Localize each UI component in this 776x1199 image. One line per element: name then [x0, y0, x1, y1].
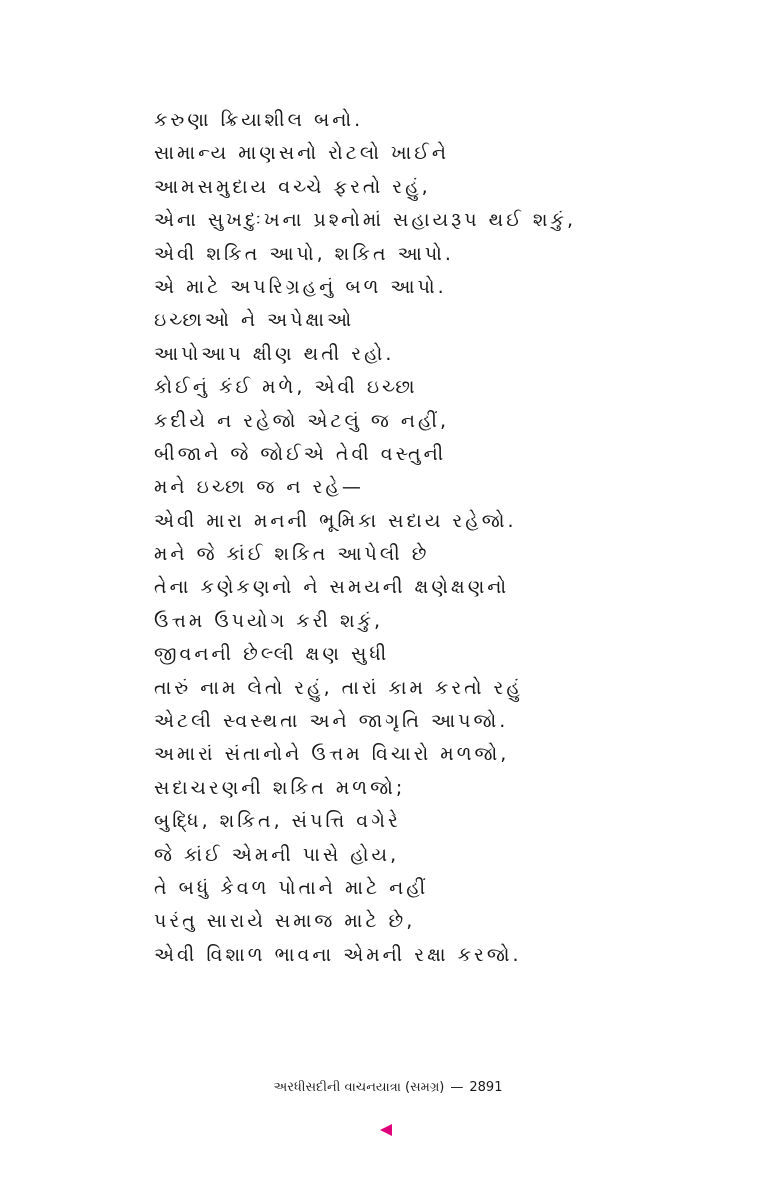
poem-line: બુદ્ધિ, શકિત, સંપત્તિ વગેરે [154, 810, 401, 833]
poem-line: તે બધું કેવળ પોતાને માટે નહીં [154, 876, 429, 899]
poem-line: સામાન્ય માણસનો રોટલો ખાઈને [154, 142, 450, 165]
poem-line: ઉત્તમ ઉપયોગ કરી શકું, [154, 609, 384, 632]
poem-line: આમસમુદાય વચ્ચે ફરતો રહું, [154, 175, 431, 198]
book-title: અરધીસદીની વાચનયાત્રા (સમગ્ર) [273, 1080, 445, 1095]
poem-line: એના સુખદુઃખના પ્રશ્નોમાં સહાયરૂપ થઈ શકું, [154, 209, 577, 232]
poem-line: તારું નામ લેતો રહું, તારાં કામ કરતો રહું [154, 676, 523, 699]
poem-line: કદીયે ન રહેજો એટલું જ નહીં, [154, 409, 450, 432]
poem-line: એ માટે અપરિગ્રહનું બળ આપો. [154, 275, 447, 298]
previous-page-arrow-icon[interactable] [380, 1124, 392, 1136]
poem-line: મને ઇચ્છા જ ન રહે— [154, 476, 364, 499]
page-footer [0, 1080, 776, 1095]
poem-line: કોઈનું કંઈ મળે, એવી ઇચ્છા [154, 376, 418, 399]
poem-line: કરુણા ક્રિયાશીલ બનો. [154, 109, 364, 131]
poem-line: સદાચરણની શકિત મળજો; [154, 776, 406, 799]
poem-line: મને જે કાંઈ શકિત આપેલી છે [154, 543, 430, 566]
poem-line: આપોઆપ ક્ષીણ થતી રહો. [154, 342, 395, 365]
page-number: 2891 [469, 1080, 503, 1095]
poem-line: બીજાને જે જોઈએ તેવી વસ્તુની [154, 442, 447, 465]
poem-line: અમારાં સંતાનોને ઉત્તમ વિચારો મળજો, [154, 743, 510, 766]
footer-dash: — [450, 1080, 464, 1095]
poem-line: તેના કણેકણનો ને સમયની ક્ષણેક્ષણનો [154, 576, 510, 599]
poem-body [154, 104, 714, 972]
poem-line: પરંતુ સારાયે સમાજ માટે છે, [154, 910, 416, 933]
poem-line: ઇચ્છાઓ ને અપેક્ષાઓ [154, 309, 355, 332]
poem-line: જે કાંઈ એમની પાસે હોય, [154, 843, 400, 866]
poem-line: એટલી સ્વસ્થતા અને જાગૃતિ આપજો. [154, 710, 509, 733]
poem-line: એવી શકિત આપો, શકિત આપો. [154, 242, 454, 265]
poem-line: એવી મારા મનની ભૂમિકા સદાય રહેજો. [154, 509, 517, 532]
poem-line: જીવનની છેલ્લી ક્ષણ સુધી [154, 643, 390, 666]
poem-line: એવી વિશાળ ભાવના એમની રક્ષા કરજો. [154, 943, 522, 966]
